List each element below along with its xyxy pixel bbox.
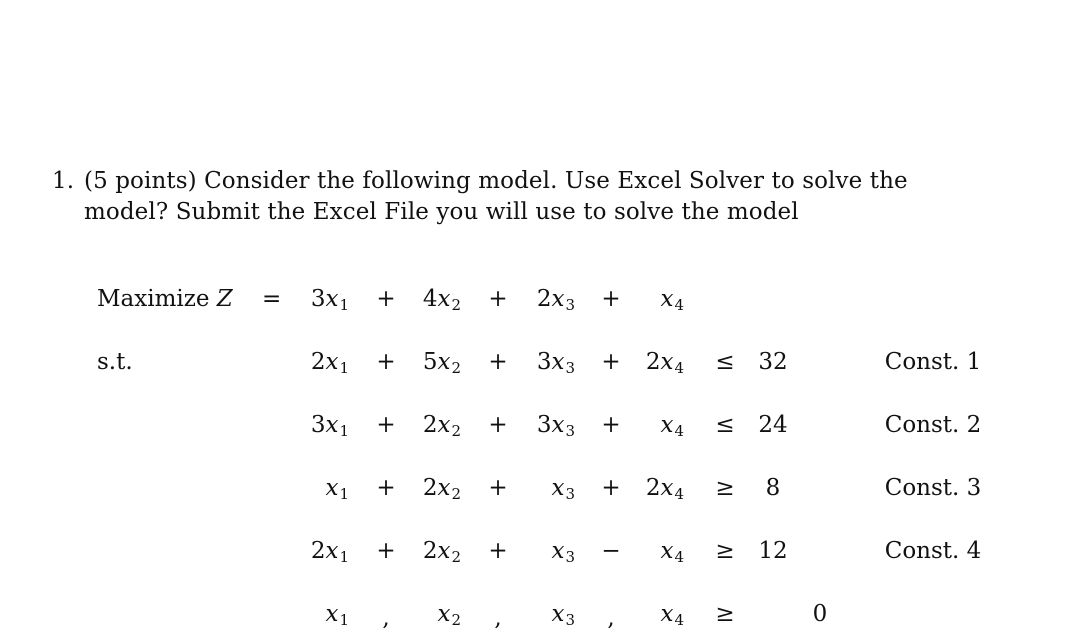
term-r2-x2: [423, 414, 461, 439]
coefficient: 2: [422, 475, 438, 501]
subscript: 4: [674, 485, 684, 503]
subscript: 2: [451, 359, 461, 377]
subscript: 2: [451, 611, 461, 629]
operator-r2-0: +: [376, 412, 396, 438]
subscript: 3: [565, 359, 575, 377]
operator-r2-1: +: [488, 412, 508, 438]
subscript: 3: [565, 485, 575, 503]
term-r3-x2: [423, 477, 461, 502]
variable: x: [325, 601, 339, 627]
operator-r4-1: +: [488, 538, 508, 564]
variable: x: [551, 538, 565, 564]
term-r3-x1: [325, 477, 349, 502]
term-r4-x2: [423, 540, 461, 565]
operator-r0-0: +: [376, 286, 396, 312]
variable: x: [437, 286, 451, 312]
coefficient: 2: [645, 349, 661, 375]
variable: x: [660, 349, 674, 375]
coefficient: 3: [310, 286, 326, 312]
objective-equals: =: [262, 286, 282, 312]
term-r2-x1: [311, 414, 349, 439]
term-r4-x1: [311, 540, 349, 565]
coefficient: 2: [310, 538, 326, 564]
operator-r4-2: −: [601, 538, 621, 564]
term-r1-x2: [423, 351, 461, 376]
operator-r2-2: +: [601, 412, 621, 438]
operator-r1-1: +: [488, 349, 508, 375]
variable: x: [325, 349, 339, 375]
subscript: 1: [339, 422, 349, 440]
subscript: 2: [451, 485, 461, 503]
term-r0-x4: [660, 288, 684, 313]
operator-r3-0: +: [376, 475, 396, 501]
subscript: 4: [674, 611, 684, 629]
relation-r1: ≤: [715, 349, 735, 375]
variable: x: [551, 349, 565, 375]
term-r1-x1: [311, 351, 349, 376]
term-r1-x3: [537, 351, 575, 376]
problem-statement-line-1: [52, 168, 908, 194]
constraint-label-r1: Const. 1: [884, 349, 982, 375]
constraint-label-r2: Const. 2: [884, 412, 982, 438]
variable: x: [437, 601, 451, 627]
subscript: 1: [339, 548, 349, 566]
subscript: 3: [565, 296, 575, 314]
objective-variable: Z: [216, 286, 233, 312]
subscript: 2: [451, 548, 461, 566]
rhs-r4: 12: [758, 538, 788, 564]
constraint-label-r4: Const. 4: [884, 538, 982, 564]
variable: x: [660, 412, 674, 438]
operator-r3-1: +: [488, 475, 508, 501]
variable: x: [325, 286, 339, 312]
operator-r1-0: +: [376, 349, 396, 375]
term-r5-x3: [551, 603, 575, 628]
subscript: 1: [339, 359, 349, 377]
operator-r1-2: +: [601, 349, 621, 375]
maximize-text: Maximize: [97, 286, 210, 312]
coefficient: 2: [645, 475, 661, 501]
problem-statement-line-2: model? Submit the Excel File you will use to solve the model: [84, 199, 799, 225]
subscript: 4: [674, 548, 684, 566]
subscript: 4: [674, 422, 684, 440]
subscript: 1: [339, 296, 349, 314]
term-r3-x3: [551, 477, 575, 502]
variable: x: [660, 286, 674, 312]
subscript: 4: [674, 359, 684, 377]
operator-r4-0: +: [376, 538, 396, 564]
subject-to-label: s.t.: [97, 349, 133, 375]
variable: x: [437, 412, 451, 438]
subscript: 2: [451, 422, 461, 440]
term-r3-x4: [646, 477, 684, 502]
operator-r0-1: +: [488, 286, 508, 312]
term-r5-x2: [437, 603, 461, 628]
coefficient: 4: [422, 286, 438, 312]
variable: x: [660, 475, 674, 501]
subscript: 2: [451, 296, 461, 314]
variable: x: [660, 538, 674, 564]
operator-r5-0: ,: [382, 605, 390, 631]
variable: x: [437, 349, 451, 375]
variable: x: [325, 475, 339, 501]
subscript: 3: [565, 422, 575, 440]
relation-r2: ≤: [715, 412, 735, 438]
variable: x: [437, 538, 451, 564]
operator-r0-2: +: [601, 286, 621, 312]
term-r0-x1: [311, 288, 349, 313]
variable: x: [551, 412, 565, 438]
coefficient: 5: [422, 349, 438, 375]
objective-label: [97, 288, 233, 311]
variable: x: [437, 475, 451, 501]
rhs-r3: 8: [765, 475, 781, 501]
term-r5-x4: [660, 603, 684, 628]
subscript: 3: [565, 548, 575, 566]
term-r0-x3: [537, 288, 575, 313]
term-r2-x4: [660, 414, 684, 439]
subscript: 4: [674, 296, 684, 314]
coefficient: 3: [536, 349, 552, 375]
coefficient: 3: [536, 412, 552, 438]
variable: x: [325, 412, 339, 438]
coefficient: 2: [422, 412, 438, 438]
relation-r4: ≥: [715, 538, 735, 564]
variable: x: [660, 601, 674, 627]
problem-number: 1.: [52, 168, 75, 194]
coefficient: 2: [536, 286, 552, 312]
rhs-r1: 32: [758, 349, 788, 375]
subscript: 3: [565, 611, 575, 629]
operator-r3-2: +: [601, 475, 621, 501]
relation-r5: ≥: [715, 601, 735, 627]
subscript: 1: [339, 611, 349, 629]
variable: x: [551, 475, 565, 501]
term-r4-x4: [660, 540, 684, 565]
term-r5-x1: [325, 603, 349, 628]
variable: x: [325, 538, 339, 564]
rhs-r5: 0: [812, 601, 828, 627]
operator-r5-2: ,: [607, 605, 615, 631]
coefficient: 2: [422, 538, 438, 564]
rhs-r2: 24: [758, 412, 788, 438]
variable: x: [551, 601, 565, 627]
problem-text-line-1: (5 points) Consider the following model. Use Excel Solver to solve the: [84, 168, 908, 194]
variable: x: [551, 286, 565, 312]
operator-r5-1: ,: [494, 605, 502, 631]
term-r4-x3: [551, 540, 575, 565]
relation-r3: ≥: [715, 475, 735, 501]
term-r0-x2: [423, 288, 461, 313]
subscript: 1: [339, 485, 349, 503]
constraint-label-r3: Const. 3: [884, 475, 982, 501]
coefficient: 3: [310, 412, 326, 438]
term-r2-x3: [537, 414, 575, 439]
coefficient: 2: [310, 349, 326, 375]
term-r1-x4: [646, 351, 684, 376]
